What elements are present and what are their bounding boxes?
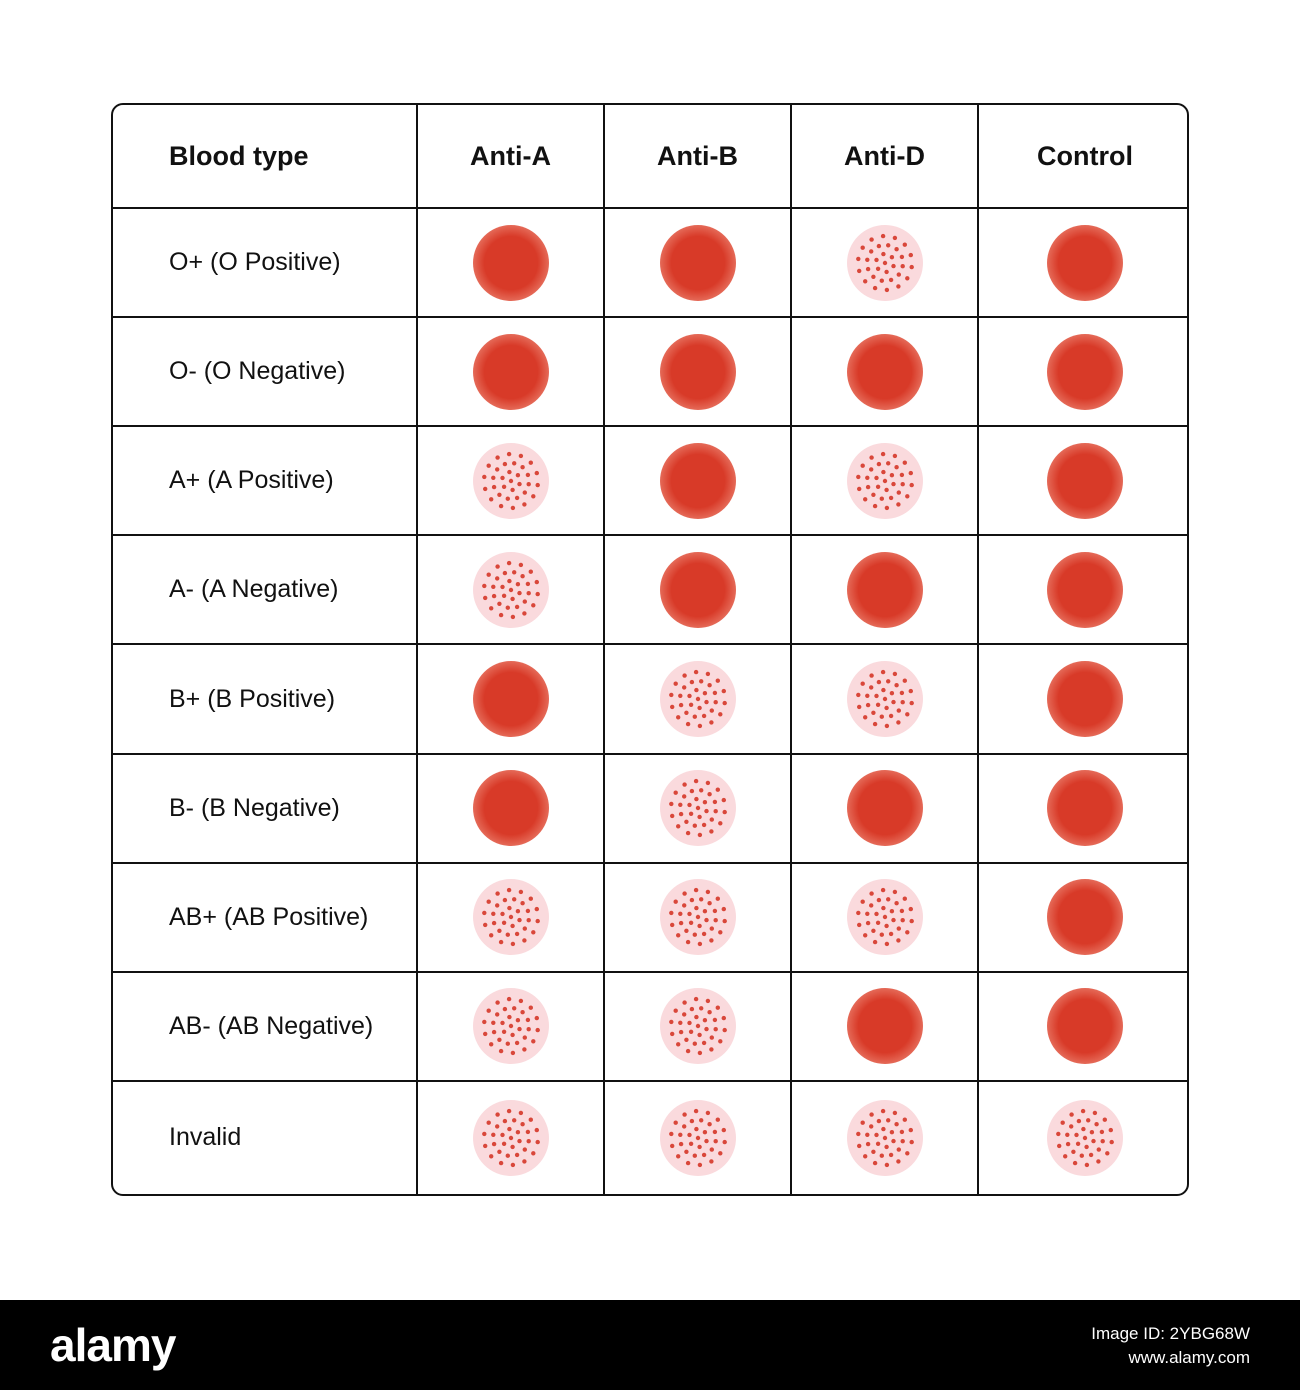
uniform-drop-icon xyxy=(1047,443,1123,519)
agglutinated-drop-icon xyxy=(660,661,736,737)
table-row xyxy=(113,644,1189,753)
table-row xyxy=(113,754,1189,863)
result-cell-control xyxy=(978,754,1189,863)
header-anti-d: Anti-D xyxy=(791,105,978,208)
result-cell-control xyxy=(978,426,1189,535)
table-row xyxy=(113,208,1189,317)
agglutinated-drop-icon xyxy=(473,988,549,1064)
uniform-drop-icon xyxy=(847,552,923,628)
site-url: www.alamy.com xyxy=(1128,1348,1250,1367)
result-cell-anti-b xyxy=(604,535,791,644)
blood-type-label: AB+ (AB Positive) xyxy=(113,863,417,972)
table-row xyxy=(113,535,1189,644)
agglutinated-drop-icon xyxy=(660,1100,736,1176)
blood-type-label: Invalid xyxy=(113,1081,417,1194)
result-cell-anti-d xyxy=(791,644,978,753)
blood-type-label: O+ (O Positive) xyxy=(113,208,417,317)
uniform-drop-icon xyxy=(660,552,736,628)
table-row xyxy=(113,972,1189,1081)
result-cell-anti-b xyxy=(604,644,791,753)
table-row xyxy=(113,426,1189,535)
result-cell-control xyxy=(978,535,1189,644)
result-cell-anti-d xyxy=(791,535,978,644)
result-cell-anti-a xyxy=(417,863,604,972)
result-cell-anti-b xyxy=(604,754,791,863)
uniform-drop-icon xyxy=(1047,225,1123,301)
header-anti-b: Anti-B xyxy=(604,105,791,208)
result-cell-control xyxy=(978,208,1189,317)
blood-type-label: A- (A Negative) xyxy=(113,535,417,644)
image-id: Image ID: 2YBG68W xyxy=(1091,1324,1250,1343)
result-cell-control xyxy=(978,1081,1189,1194)
table-row xyxy=(113,1081,1189,1194)
result-cell-anti-b xyxy=(604,1081,791,1194)
result-cell-anti-d xyxy=(791,972,978,1081)
blood-type-label: B- (B Negative) xyxy=(113,754,417,863)
uniform-drop-icon xyxy=(847,770,923,846)
header-row xyxy=(113,105,1189,208)
result-cell-anti-a xyxy=(417,426,604,535)
agglutinated-drop-icon xyxy=(847,443,923,519)
result-cell-anti-a xyxy=(417,535,604,644)
result-cell-anti-d xyxy=(791,317,978,426)
result-cell-anti-a xyxy=(417,208,604,317)
uniform-drop-icon xyxy=(473,334,549,410)
blood-type-label: B+ (B Positive) xyxy=(113,644,417,753)
result-cell-anti-a xyxy=(417,317,604,426)
result-cell-anti-b xyxy=(604,972,791,1081)
result-cell-control xyxy=(978,644,1189,753)
result-cell-anti-b xyxy=(604,863,791,972)
result-cell-control xyxy=(978,863,1189,972)
uniform-drop-icon xyxy=(1047,879,1123,955)
agglutinated-drop-icon xyxy=(660,988,736,1064)
blood-type-label: AB- (AB Negative) xyxy=(113,972,417,1081)
result-cell-anti-d xyxy=(791,208,978,317)
uniform-drop-icon xyxy=(473,770,549,846)
blood-type-table xyxy=(111,103,1189,1196)
result-cell-anti-d xyxy=(791,754,978,863)
blood-type-label: O- (O Negative) xyxy=(113,317,417,426)
result-cell-anti-b xyxy=(604,426,791,535)
result-cell-anti-d xyxy=(791,426,978,535)
result-cell-anti-d xyxy=(791,1081,978,1194)
uniform-drop-icon xyxy=(847,988,923,1064)
blood-type-label: A+ (A Positive) xyxy=(113,426,417,535)
uniform-drop-icon xyxy=(847,334,923,410)
uniform-drop-icon xyxy=(1047,334,1123,410)
result-cell-anti-a xyxy=(417,972,604,1081)
uniform-drop-icon xyxy=(473,225,549,301)
uniform-drop-icon xyxy=(1047,552,1123,628)
result-cell-anti-d xyxy=(791,863,978,972)
table-row xyxy=(113,317,1189,426)
uniform-drop-icon xyxy=(1047,770,1123,846)
alamy-logo: alamy xyxy=(50,1319,176,1371)
uniform-drop-icon xyxy=(660,443,736,519)
agglutinated-drop-icon xyxy=(847,1100,923,1176)
agglutinated-drop-icon xyxy=(473,879,549,955)
header-blood-type: Blood type xyxy=(113,105,417,208)
agglutinated-drop-icon xyxy=(473,552,549,628)
agglutinated-drop-icon xyxy=(847,661,923,737)
result-cell-control xyxy=(978,972,1189,1081)
uniform-drop-icon xyxy=(473,661,549,737)
result-cell-anti-a xyxy=(417,644,604,753)
agglutinated-drop-icon xyxy=(847,879,923,955)
footer-meta xyxy=(1091,1322,1250,1370)
agglutinated-drop-icon xyxy=(847,225,923,301)
table-row xyxy=(113,863,1189,972)
agglutinated-drop-icon xyxy=(660,879,736,955)
footer-bar xyxy=(0,1300,1300,1390)
result-cell-anti-b xyxy=(604,208,791,317)
header-control: Control xyxy=(978,105,1189,208)
uniform-drop-icon xyxy=(660,334,736,410)
agglutinated-drop-icon xyxy=(473,1100,549,1176)
result-cell-anti-a xyxy=(417,754,604,863)
uniform-drop-icon xyxy=(660,225,736,301)
header-anti-a: Anti-A xyxy=(417,105,604,208)
agglutinated-drop-icon xyxy=(473,443,549,519)
uniform-drop-icon xyxy=(1047,988,1123,1064)
blood-type-grid xyxy=(113,105,1189,1194)
result-cell-anti-a xyxy=(417,1081,604,1194)
result-cell-control xyxy=(978,317,1189,426)
uniform-drop-icon xyxy=(1047,661,1123,737)
agglutinated-drop-icon xyxy=(1047,1100,1123,1176)
result-cell-anti-b xyxy=(604,317,791,426)
agglutinated-drop-icon xyxy=(660,770,736,846)
